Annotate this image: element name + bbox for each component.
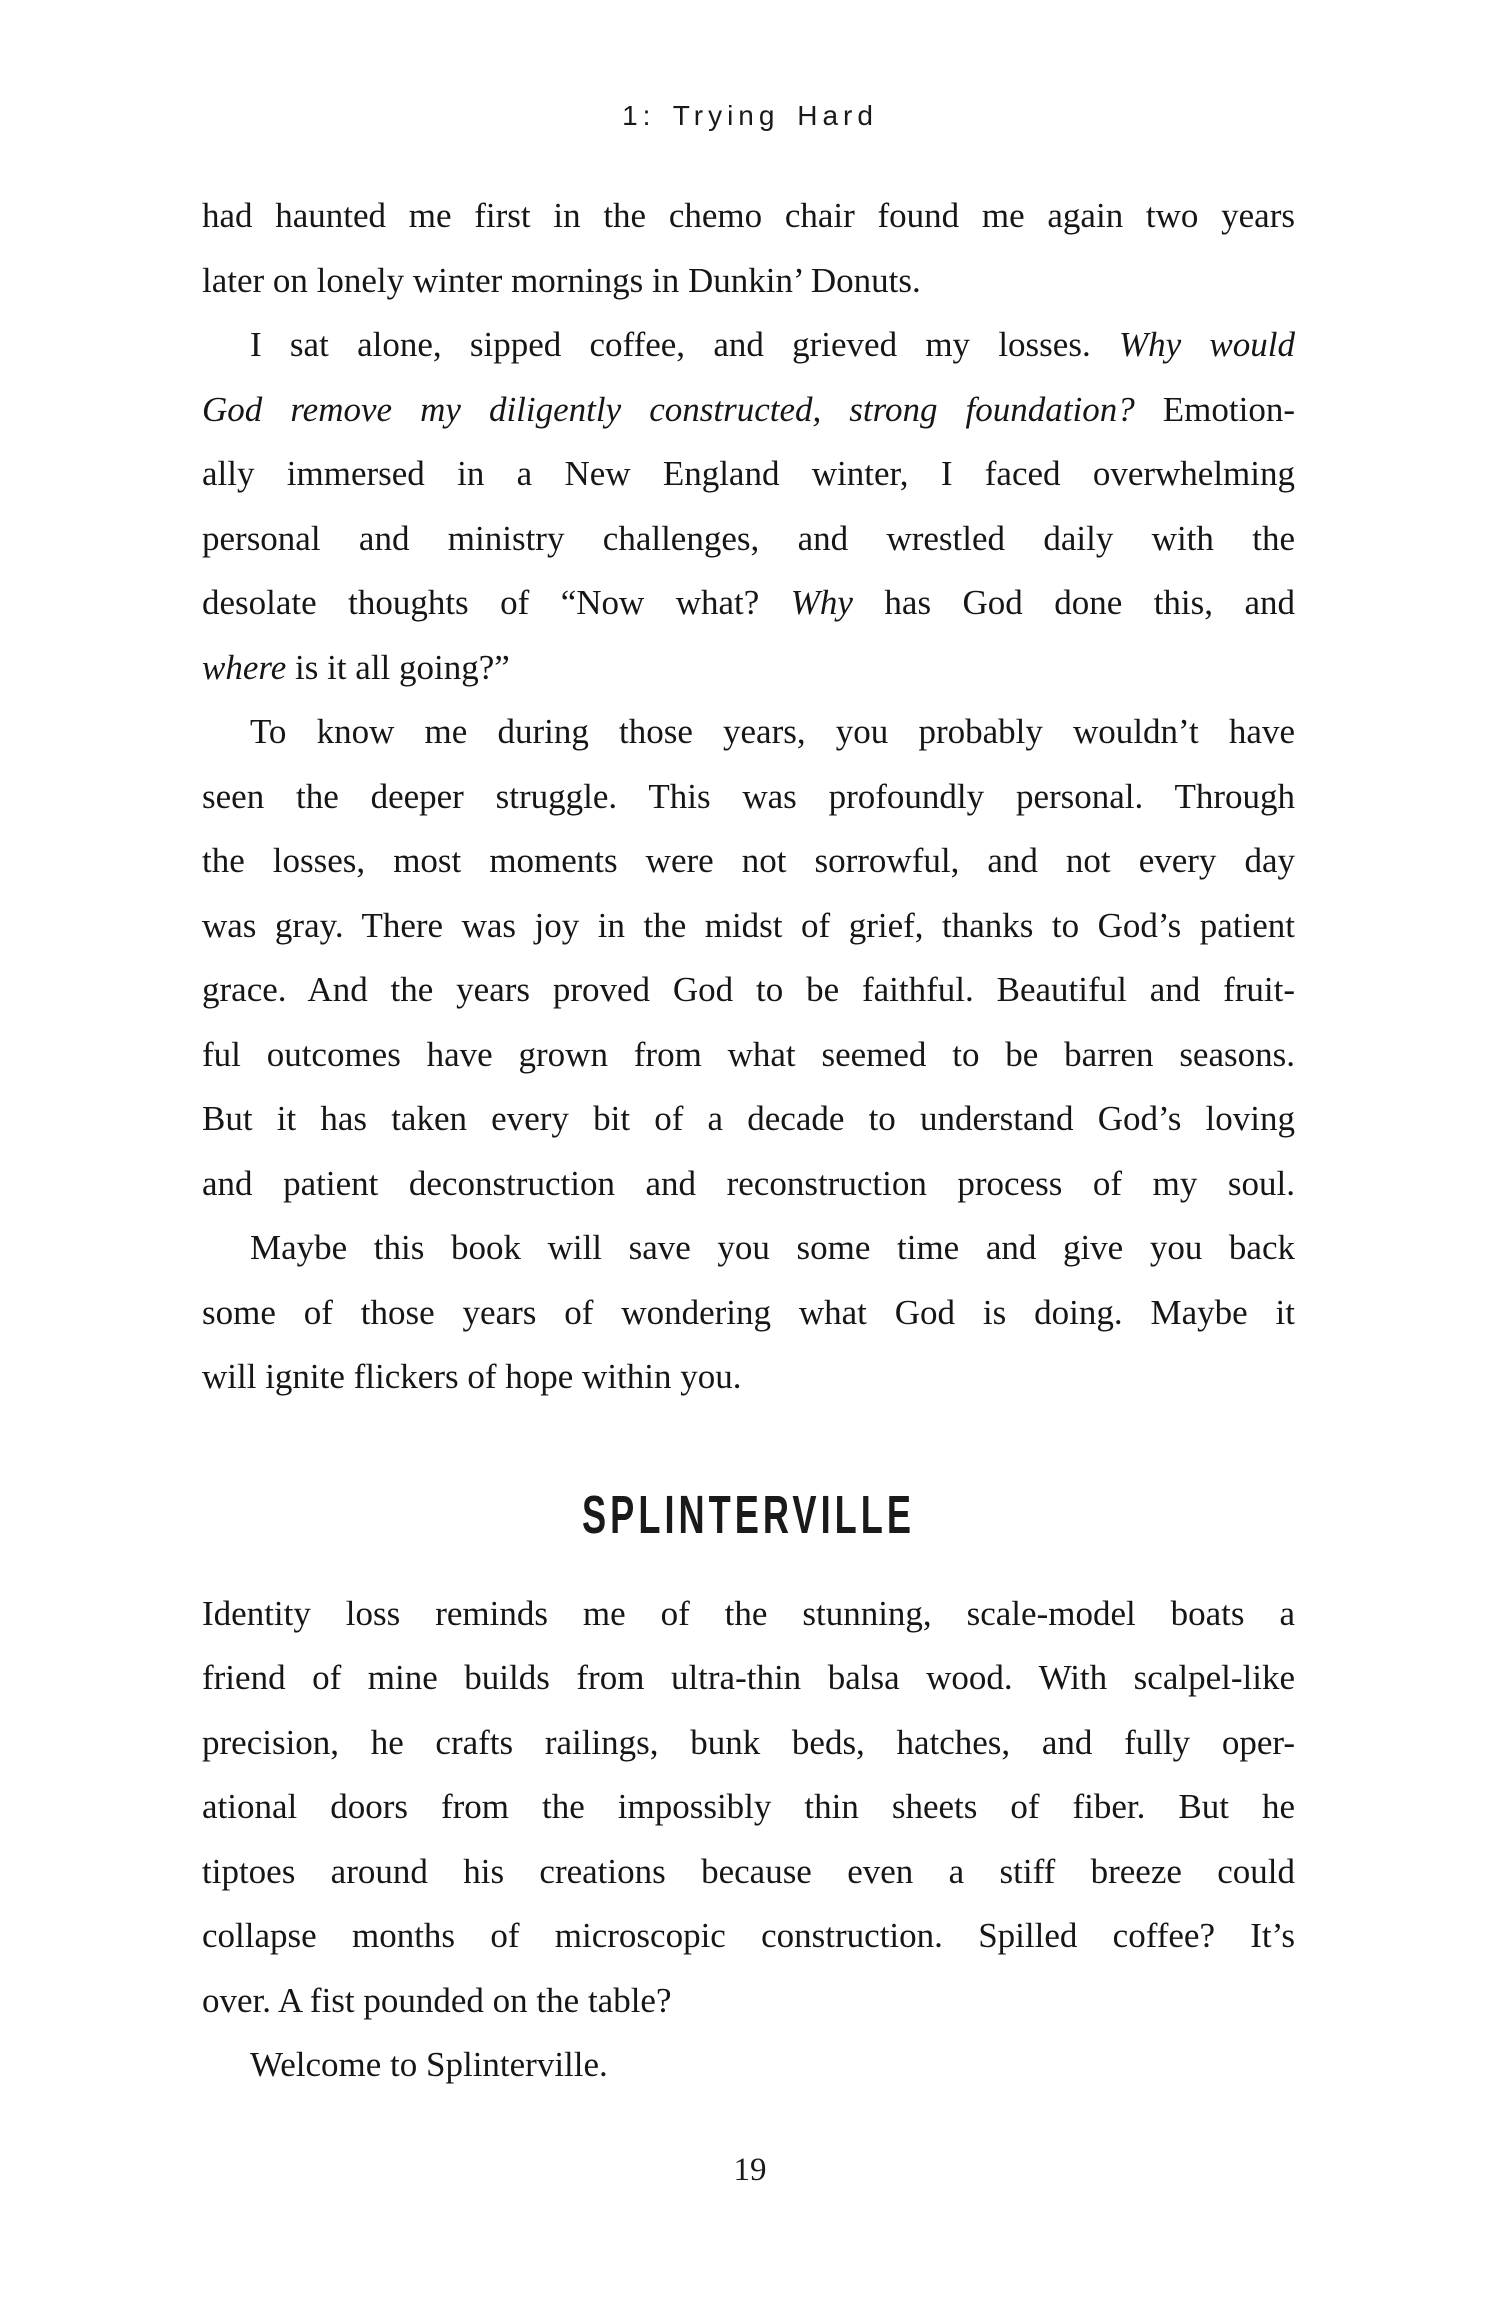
text-segment: But it has taken every bit of a decade to understand God’s loving: [202, 1099, 1295, 1138]
text-line: [202, 1216, 1295, 1281]
page-body: [202, 184, 1295, 2098]
text-segment: later on lonely winter mornings in Dunkin’ Donuts.: [202, 260, 921, 300]
text-line: [202, 1969, 1295, 2034]
text-segment: ful outcomes have grown from what seemed to be barren seasons.: [202, 1034, 1295, 1074]
text-line: [202, 249, 1295, 314]
text-line: [202, 958, 1295, 1023]
text-line: [202, 2033, 1295, 2098]
text-segment: I sat alone, sipped coffee, and grieved my losses.: [250, 325, 1119, 364]
text-line: [202, 636, 1295, 701]
text-line: [202, 894, 1295, 959]
text-segment: over. A fist pounded on the table?: [202, 1980, 672, 2020]
text-segment: has God done this, and: [852, 583, 1295, 622]
text-line: [202, 1281, 1295, 1346]
text-line: [202, 700, 1295, 765]
text-line: [202, 1904, 1295, 1969]
text-line: [202, 571, 1295, 636]
text-segment: had haunted me first in the chemo chair found me again two years: [202, 196, 1295, 235]
text-segment: friend of mine builds from ultra-thin balsa wood. With scalpel-like: [202, 1658, 1295, 1697]
text-line: [202, 378, 1295, 443]
text-line: [202, 1023, 1295, 1088]
text-segment: is it all going?”: [286, 647, 510, 687]
page-number: 19: [733, 2152, 767, 2188]
text-line: [202, 1840, 1295, 1905]
text-segment: tiptoes around his creations because even a stiff breeze could: [202, 1851, 1295, 1891]
text-line: [202, 1345, 1295, 1410]
text-line: [202, 1087, 1295, 1152]
text-segment: Emotion-: [1134, 389, 1295, 429]
text-segment: Identity loss reminds me of the stunning, scale-model boats a: [202, 1593, 1295, 1633]
text-segment: some of those years of wondering what God is doing. Maybe it: [202, 1292, 1295, 1332]
text-line: [202, 1152, 1295, 1217]
section-heading: SPLINTERVILLE: [581, 1484, 916, 1545]
text-segment: ational doors from the impossibly thin sheets of fiber. But he: [202, 1787, 1295, 1826]
text-segment: will ignite flickers of hope within you.: [202, 1357, 742, 1396]
italic-text-segment: God remove my diligently constructed, strong foundation?: [202, 389, 1135, 429]
text-segment: Welcome to Splinterville.: [250, 2045, 608, 2084]
text-segment: and patient deconstruction and reconstruction process of my soul.: [202, 1163, 1295, 1203]
text-segment: collapse months of microscopic construction. Spilled coffee? It’s: [202, 1916, 1295, 1955]
text-segment: desolate thoughts of “Now what?: [202, 583, 791, 622]
text-segment: was gray. There was joy in the midst of grief, thanks to God’s patient: [202, 905, 1295, 945]
italic-text-segment: Why: [790, 583, 853, 622]
text-segment: seen the deeper struggle. This was profoundly personal. Through: [202, 776, 1295, 816]
text-segment: the losses, most moments were not sorrowful, and not every day: [202, 841, 1295, 880]
text-line: [202, 313, 1295, 378]
text-line: [202, 507, 1295, 572]
italic-text-segment: where: [202, 647, 287, 687]
text-line: [202, 184, 1295, 249]
text-segment: personal and ministry challenges, and wrestled daily with the: [202, 518, 1295, 558]
text-line: [202, 765, 1295, 830]
text-line: [202, 829, 1295, 894]
text-segment: grace. And the years proved God to be faithful. Beautiful and fruit-: [202, 970, 1295, 1009]
text-segment: To know me during those years, you probably wouldn’t have: [250, 712, 1295, 751]
text-segment: ally immersed in a New England winter, I faced overwhelming: [202, 454, 1295, 493]
text-segment: precision, he crafts railings, bunk beds, hatches, and fully oper-: [202, 1722, 1295, 1762]
running-head: 1: Trying Hard: [622, 100, 878, 131]
italic-text-segment: Why would: [1118, 325, 1295, 364]
text-line: [202, 1711, 1295, 1776]
text-line: [202, 1646, 1295, 1711]
text-line: [202, 442, 1295, 507]
section-heading-row: [202, 1480, 1295, 1557]
text-segment: Maybe this book will save you some time and give you back: [250, 1228, 1295, 1267]
text-line: [202, 1582, 1295, 1647]
text-line: [202, 1775, 1295, 1840]
